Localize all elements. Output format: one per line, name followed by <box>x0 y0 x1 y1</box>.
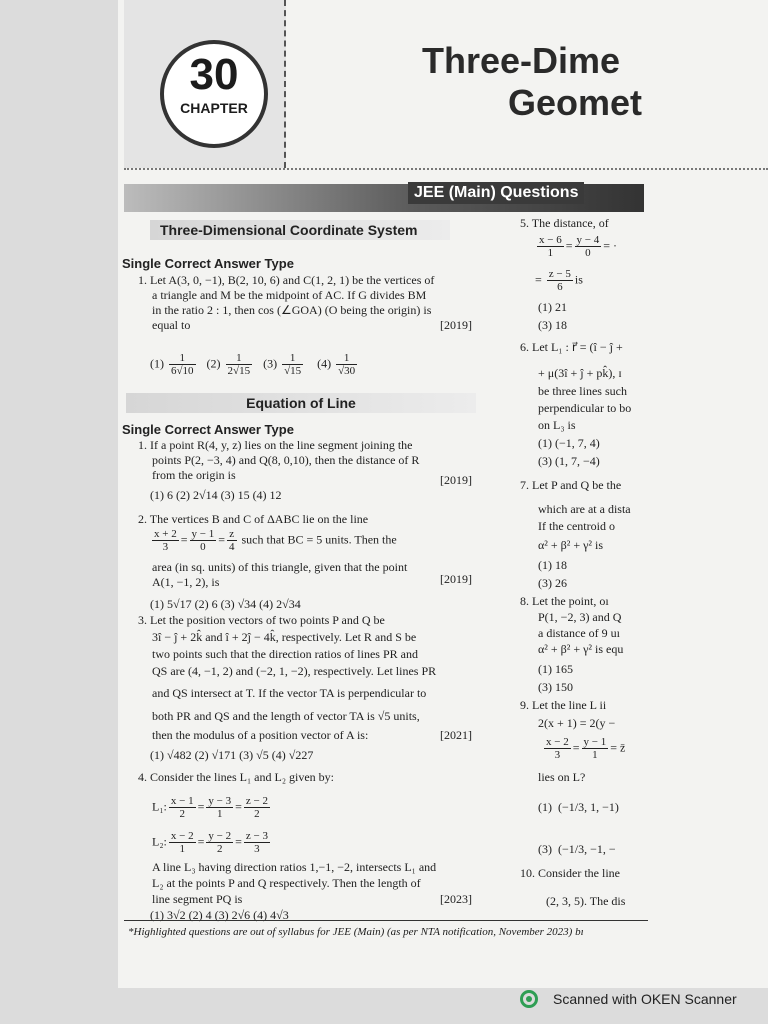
q9-equation: $\frac{x - 2}{3}$ = $\frac{y - 1}{1}$ = z̄ <box>546 736 626 761</box>
q8-option3: (3) 150 <box>538 680 573 694</box>
q5-option1: (1) 21 <box>538 300 567 314</box>
q2-3-line2: 3î − ĵ + 2k̂ and î + 2ĵ − 4k̂, respectively. Let R and S be <box>152 630 417 644</box>
scanner-logo-icon <box>520 990 538 1008</box>
chapter-title-line2: Geomet <box>508 82 643 123</box>
q2-3-line7: then the modulus of a position vector of A is: <box>152 728 369 742</box>
subheading-single-correct: Single Correct Answer Type <box>122 256 294 271</box>
q7-line3: If the centroid o <box>538 519 615 533</box>
q6-line3: be three lines such <box>538 384 627 398</box>
q7-line2: which are at a dista <box>538 502 631 516</box>
q1-option3-fraction: $\frac{1}{√15}$ <box>284 352 302 377</box>
q10-line2: (2, 3, 5). The dis <box>546 894 626 908</box>
q8-line4: α² + β² + γ² is equ <box>538 642 624 656</box>
q2-3-line1: 3. Let the position vectors of two points P and Q be <box>138 613 385 627</box>
q6-line1: 6. Let L₁ : r⃗ = (î − ĵ + <box>520 340 623 354</box>
footer-divider <box>124 920 648 921</box>
q2-1-options: (1) 6 (2) 2√14 (3) 15 (4) 12 <box>150 488 282 502</box>
q2-2-line4: A(1, −1, 2), is <box>152 575 220 589</box>
q2-4-line1: 4. Consider the lines L₁ and L₂ given by: <box>138 770 335 784</box>
q2-3-year: [2021] <box>440 728 472 742</box>
q6-line5: on L₃ is <box>538 418 576 432</box>
q2-1-line3: from the origin is <box>152 468 236 482</box>
q1-option4-label: (4) <box>317 356 332 371</box>
chapter-badge <box>160 40 268 148</box>
chapter-title-line1: Three-Dime <box>422 40 621 81</box>
q2-4-line3: L₂ at the points P and Q respectively. Then the length of <box>152 876 421 890</box>
footer-note: *Highlighted questions are out of syllabus for JEE (Main) (as per NTA notification, November 2023) bı <box>128 926 584 938</box>
q2-3-line3: two points such that the direction ratios of lines PR and <box>152 647 418 661</box>
q10-line1: 10. Consider the line <box>520 866 620 880</box>
q2-1-line2: points P(2, −3, 4) and Q(8, 0,10), then the distance of R <box>152 453 420 467</box>
q2-3-line6: both PR and QS and the length of vector TA is √5 units, <box>152 709 420 723</box>
q5-option3: (3) 18 <box>538 318 567 332</box>
q1-option1-label: (1) <box>150 356 164 371</box>
q2-4-L2-equation: L₂: $\frac{x - 2}{1}$ = $\frac{y - 2}{2}$ = $\frac{z - 3}{3}$ <box>152 830 268 855</box>
q8-option1: (1) 165 <box>538 662 573 676</box>
q7-line1: 7. Let P and Q be the <box>520 478 622 492</box>
q2-2-line3: area (in sq. units) of this triangle, given that the point <box>152 560 408 574</box>
q2-2-line1: 2. The vertices B and C of ΔABC lie on the line <box>138 512 369 526</box>
q2-4-L1-equation: L₁: $\frac{x - 1}{2}$ = $\frac{y - 3}{1}$ = $\frac{z - 2}{2}$ <box>152 795 268 820</box>
q2-1-year: [2019] <box>440 473 472 487</box>
q2-1-line1: 1. If a point R(4, y, z) lies on the line segment joining the <box>138 438 413 452</box>
q2-2-year: [2019] <box>440 572 472 586</box>
q5-line1: 5. The distance, of <box>520 216 609 230</box>
q2-3-line4: QS are (4, −1, 2) and (−2, 1, −2), respectively. Let lines PR <box>152 664 437 678</box>
q9-line2: 2(x + 1) = 2(y − <box>538 716 616 730</box>
subheading-single-correct-2: Single Correct Answer Type <box>122 422 294 437</box>
q5-equation2: = $\frac{z - 5}{6}$ is <box>535 268 583 293</box>
q8-line2: P(1, −2, 3) and Q <box>538 610 622 624</box>
q1-options <box>150 352 359 377</box>
q7-option3: (3) 26 <box>538 576 567 590</box>
q6-option1: (1) (−1, 7, 4) <box>538 436 600 450</box>
section-heading-equation-of-line: Equation of Line <box>126 393 476 413</box>
q5-equation1: $\frac{x - 6}{1}$ = $\frac{y - 4}{0}$ = · <box>539 234 617 259</box>
q9-line3: lies on L? <box>538 770 586 784</box>
q2-2-options: (1) 5√17 (2) 6 (3) √34 (4) 2√34 <box>150 597 301 611</box>
q9-option3: (3) (−1/3, −1, − <box>538 842 616 856</box>
q1-line4: equal to <box>152 318 191 332</box>
q7-option1: (1) 18 <box>538 558 567 572</box>
q6-line2: + μ(3î + ĵ + pk̂), ɪ <box>538 366 622 380</box>
q1-option1-fraction: $\frac{1}{6√10}$ <box>171 352 194 377</box>
q2-3-line5: and QS intersect at T. If the vector TA is perpendicular to <box>152 686 427 700</box>
q2-4-line4: line segment PQ is <box>152 892 243 906</box>
q8-line1: 8. Let the point, oı <box>520 594 609 608</box>
q1-option2-fraction: $\frac{1}{2√15}$ <box>227 352 251 377</box>
chapter-number: 30 <box>189 50 239 99</box>
scanner-watermark: Scanned with OKEN Scanner <box>553 991 737 1007</box>
q2-4-options: (1) 3√2 (2) 4 (3) 2√6 (4) 4√3 <box>150 908 289 922</box>
q1-line3: in the ratio 2 : 1, then cos (∠GOA) (O being the origin) is <box>152 303 432 317</box>
q1-option2-label: (2) <box>206 356 221 371</box>
q2-4-year: [2023] <box>440 892 472 906</box>
q8-line3: a distance of 9 uı <box>538 626 620 640</box>
q1-line1: 1. Let A(3, 0, −1), B(2, 10, 6) and C(1, 2, 1) be the vertices of <box>138 273 435 287</box>
section-heading-coordinate-system: Three-Dimensional Coordinate System <box>150 220 450 240</box>
q9-option1: (1) (−1/3, 1, −1) <box>538 800 619 814</box>
chapter-label: CHAPTER <box>180 100 248 116</box>
q1-option4-fraction: $\frac{1}{√30}$ <box>338 352 356 377</box>
q9-line1: 9. Let the line L ii <box>520 698 607 712</box>
q6-line4: perpendicular to bo <box>538 401 632 415</box>
jee-band-label: JEE (Main) Questions <box>408 182 584 204</box>
q2-4-line2: A line L₃ having direction ratios 1,−1, −2, intersects L₁ and <box>152 860 437 874</box>
q1-line2: a triangle and M be the midpoint of AC. If G divides BM <box>152 288 427 302</box>
q1-year: [2019] <box>440 318 472 332</box>
q1-option3-label: (3) <box>263 356 278 371</box>
q7-line4: α² + β² + γ² is <box>538 538 604 552</box>
q2-2-line2: $\frac{x + 2}{3}$ = $\frac{y - 1}{0}$ = $\frac{z}{4}$ such that BC = 5 units. Then the <box>154 528 397 553</box>
q6-option3: (3) (1, 7, −4) <box>538 454 600 468</box>
q2-3-options: (1) √482 (2) √171 (3) √5 (4) √227 <box>150 748 314 762</box>
